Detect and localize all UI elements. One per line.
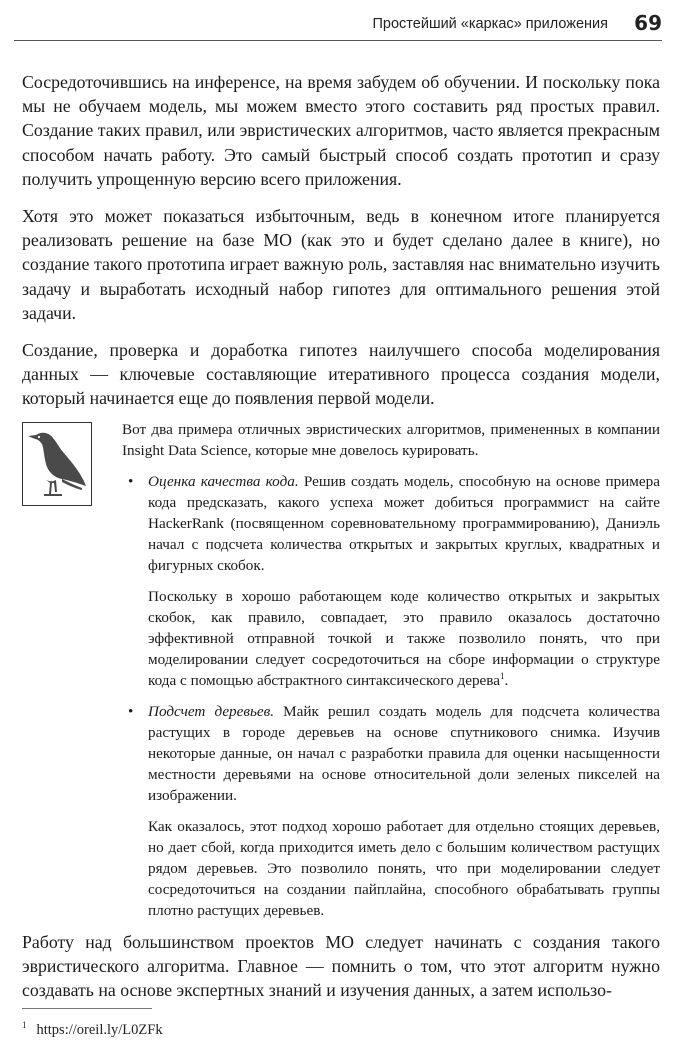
note-bullet-1 [122,471,660,691]
bullet-1-followup [148,586,660,691]
bullet-marker: • [128,473,134,490]
footnote-number: 1 [22,1020,27,1030]
header-rule [14,40,662,41]
closing-text [22,930,660,1003]
page-header [14,12,662,40]
note-bullet-2 [122,701,660,921]
bullet-2-text [148,701,660,806]
body-text [22,70,660,424]
note-body [122,419,660,931]
bullet-marker: • [128,703,134,720]
footnote-rule [22,1008,152,1009]
bullet-1-text [148,471,660,576]
note-box [22,419,660,919]
crow-icon [22,422,92,506]
bullet-2-term: Подсчет деревьев. [148,703,275,720]
bullet-2-body: Майк решил создать модель для подсчета количества растущих в городе деревьев на основе спутникового снимка. Изучив некоторые данные, он начал с разработки правила для оценки насыщенности местности деревьями на основе относительной доли зеленых пикселей на изображении. [148,703,660,804]
paragraph-1: Сосредоточившись на инференсе, на время забудем об обучении. И поскольку пока мы не обучаем модель, мы можем вместо этого составить ряд простых правил. Создание таких правил, или эвристических алгоритмов, часто является прекрасным способом начать работу. Это самый быстрый способ создать прототип и сразу получить упрощенную версию всего приложения. [22,72,660,189]
bullet-1-body: Решив создать модель, способную на основе примера кода предсказать, какого успеха может добиться программист на сайте HackerRank (посвященном соревновательному программированию), Даниэль начал с подсчета количества открытых и закрытых круглых, квадратных и фигурных скобок. [148,473,660,574]
running-title: Простейший «каркас» приложения [372,16,608,32]
paragraph-4: Работу над большинством проектов МО следует начинать с создания такого эвристического алгоритма. Главное — помнить о том, что этот алгоритм нужно создавать на основе экспертных знаний и изучения данных, а затем использо- [22,932,660,1001]
footnote [22,1020,163,1039]
note-intro: Вот два примера отличных эвристических алгоритмов, примененных в компании Insight Data Science, которые мне довелось курировать. [122,421,660,459]
bullet-1-followup-end: . [504,672,509,689]
footnote-ref[interactable]: 1 [500,670,505,681]
bullet-1-term: Оценка качества кода. [148,473,299,490]
footnote-link[interactable]: https://oreil.ly/L0ZFk [36,1021,163,1038]
page-number: 69 [634,11,662,35]
paragraph-2: Хотя это может показаться избыточным, ведь в конечном итоге планируется реализовать решение на базе МО (как это и будет сделано далее в книге), но создание такого прототипа играет важную роль, заставляя нас внимательно изучить задачу и выработать исходный набор гипотез для оптимального решения этой задачи. [22,206,660,323]
bullet-2-followup: Как оказалось, этот подход хорошо работает для отдельно стоящих деревьев, но дает сбой, когда приходится иметь дело с большим количеством растущих рядом деревьев. Это позволило понять, что при моделировании следует сосредоточиться на создании пайплайна, способного обрабатывать группы плотно растущих деревьев. [148,818,660,919]
paragraph-3: Создание, проверка и доработка гипотез наилучшего способа моделирования данных — ключевые составляющие итеративного процесса создания модели, который начинается еще до появления первой модели. [22,340,660,409]
bullet-1-followup-text: Поскольку в хорошо работающем коде количество открытых и закрытых скобок, как правило, совпадает, это правило оказалось достаточно эффективной отправной точкой и также позволило понять, что при моделировании следует сосредоточиться на сборе информации о структуре кода с помощью абстрактного синтаксического дерева [148,588,660,689]
